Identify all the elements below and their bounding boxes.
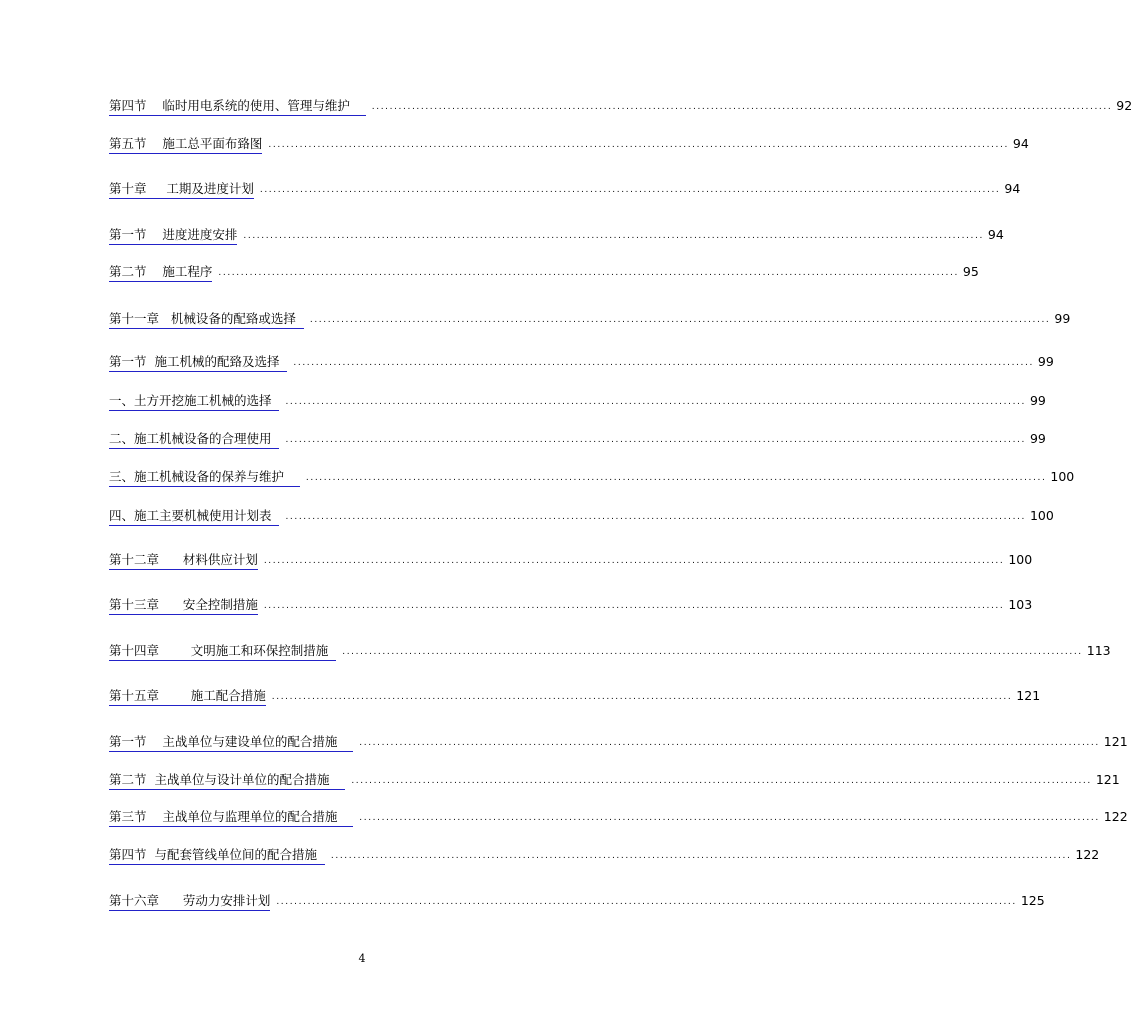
toc-entry-page: 113 [1086, 643, 1111, 658]
toc-entry[interactable] [109, 311, 1071, 329]
toc-entry-link[interactable] [109, 354, 287, 372]
toc-entry[interactable] [109, 597, 1033, 615]
toc-entry-link[interactable] [109, 227, 237, 245]
toc-leader-dots: ...................................................................................................................................................................... [276, 897, 1017, 907]
toc-entry-link[interactable] [109, 772, 345, 790]
toc-entry[interactable] [109, 181, 1021, 199]
toc-entry-link[interactable] [109, 552, 258, 570]
toc-entry-title: 二、施工机械设备的合理使用 [109, 431, 280, 446]
toc-entry-link[interactable] [109, 393, 279, 411]
toc-entry[interactable] [109, 643, 1111, 661]
toc-entry-page: 121 [1103, 734, 1128, 749]
toc-leader-dots: ...................................................................................................................................................................... [271, 692, 1013, 702]
toc-entry-title: 四、施工主要机械使用计划表 [109, 508, 280, 523]
toc-entry-title: 第二节 主战单位与设计单位的配合措施 [109, 772, 346, 787]
page-number: 4 [358, 952, 366, 965]
toc-entry-page: 94 [1004, 181, 1021, 196]
toc-entry-link[interactable] [109, 893, 270, 911]
toc-entry-page: 100 [1008, 552, 1033, 567]
toc-leader-dots: ...................................................................................................................................................................... [305, 473, 1047, 483]
toc-entry[interactable] [109, 809, 1128, 827]
toc-leader-dots: ...................................................................................................................................................................... [259, 185, 1001, 195]
toc-entry-title: 第四节 与配套管线单位间的配合措施 [109, 847, 325, 862]
toc-entry-page: 100 [1029, 508, 1054, 523]
toc-entry-page: 122 [1103, 809, 1128, 824]
toc-leader-dots: ...................................................................................................................................................................... [285, 397, 1026, 407]
toc-entry[interactable] [109, 393, 1046, 411]
toc-entry-link[interactable] [109, 809, 353, 827]
toc-leader-dots: ...................................................................................................................................................................... [330, 851, 1072, 861]
toc-entry[interactable] [109, 552, 1033, 570]
toc-entry-link[interactable] [109, 181, 254, 199]
toc-entry-page: 94 [1012, 136, 1029, 151]
toc-entry-page: 99 [1029, 431, 1046, 446]
toc-entry-link[interactable] [109, 264, 212, 282]
toc-leader-dots: ...................................................................................................................................................................... [342, 647, 1083, 657]
toc-entry-link[interactable] [109, 431, 279, 449]
toc-entry-title: 一、土方开挖施工机械的选择 [109, 393, 280, 408]
toc-entry-link[interactable] [109, 508, 279, 526]
toc-entry[interactable] [109, 227, 1004, 245]
toc-entry-link[interactable] [109, 688, 266, 706]
toc-entry[interactable] [109, 508, 1054, 526]
toc-leader-dots: ...................................................................................................................................................................... [218, 268, 959, 278]
toc-leader-dots: ...................................................................................................................................................................... [309, 315, 1051, 325]
toc-entry-title: 第十一章 机械设备的配臵或选择 [109, 311, 304, 326]
toc-entry-title: 第十四章 文明施工和环保控制措施 [109, 643, 337, 658]
toc-entry-link[interactable] [109, 847, 325, 865]
toc-entry[interactable] [109, 469, 1075, 487]
toc-entry-title: 第十二章 材料供应计划 [109, 552, 258, 567]
toc-entry-page: 99 [1037, 354, 1054, 369]
toc-entry-page: 95 [962, 264, 979, 279]
toc-entry[interactable] [109, 431, 1046, 449]
toc-entry[interactable] [109, 772, 1120, 790]
toc-entry-link[interactable] [109, 469, 300, 487]
toc-leader-dots: ...................................................................................................................................................................... [371, 102, 1113, 112]
toc-entry-title: 第一节 主战单位与建设单位的配合措施 [109, 734, 354, 749]
toc-entry[interactable] [109, 136, 1029, 154]
toc-entry-link[interactable] [109, 311, 304, 329]
toc-entry-title: 第四节 临时用电系统的使用、管理与维护 [109, 98, 366, 113]
toc-entry-page: 122 [1075, 847, 1100, 862]
toc-entry-title: 第十六章 劳动力安排计划 [109, 893, 271, 908]
toc-entry-title: 三、施工机械设备的保养与维护 [109, 469, 300, 484]
toc-entry-page: 92 [1116, 98, 1132, 113]
toc-entry[interactable] [109, 734, 1128, 752]
toc-leader-dots: ...................................................................................................................................................................... [263, 601, 1005, 611]
toc-entry-page: 99 [1029, 393, 1046, 408]
toc-entry-link[interactable] [109, 643, 336, 661]
toc-leader-dots: ...................................................................................................................................................................... [268, 140, 1009, 150]
toc-leader-dots: ...................................................................................................................................................................... [359, 738, 1100, 748]
toc-entry-title: 第一节 进度进度安排 [109, 227, 238, 242]
toc-entry[interactable] [109, 98, 1132, 116]
toc-entry[interactable] [109, 354, 1054, 372]
toc-leader-dots: ...................................................................................................................................................................... [285, 512, 1026, 522]
toc-entry[interactable] [109, 893, 1045, 911]
toc-entry-page: 100 [1050, 469, 1075, 484]
toc-entry-link[interactable] [109, 98, 366, 116]
toc-entry[interactable] [109, 847, 1100, 865]
toc-entry-link[interactable] [109, 136, 262, 154]
toc-leader-dots: ...................................................................................................................................................................... [285, 435, 1026, 445]
toc-entry-title: 第三节 主战单位与监理单位的配合措施 [109, 809, 354, 824]
toc-leader-dots: ...................................................................................................................................................................... [293, 358, 1034, 368]
toc-entry-title: 第二节 施工程序 [109, 264, 213, 279]
toc-entry-link[interactable] [109, 597, 258, 615]
toc-entry-title: 第一节 施工机械的配臵及选择 [109, 354, 288, 369]
toc-entry-page: 125 [1020, 893, 1045, 908]
toc-leader-dots: ...................................................................................................................................................................... [263, 556, 1005, 566]
toc-entry-link[interactable] [109, 734, 353, 752]
toc-entry-page: 103 [1008, 597, 1033, 612]
toc-entry[interactable] [109, 688, 1041, 706]
toc-entry-page: 99 [1054, 311, 1071, 326]
toc-leader-dots: ...................................................................................................................................................................... [359, 813, 1100, 823]
toc-entry[interactable] [109, 264, 979, 282]
toc-entry-title: 第五节 施工总平面布臵图 [109, 136, 263, 151]
toc-entry-page: 121 [1095, 772, 1120, 787]
toc-entry-page: 121 [1016, 688, 1041, 703]
toc-entry-page: 94 [987, 227, 1004, 242]
toc-leader-dots: ...................................................................................................................................................................... [243, 231, 984, 241]
toc-entry-title: 第十三章 安全控制措施 [109, 597, 258, 612]
toc-entry-title: 第十章 工期及进度计划 [109, 181, 254, 196]
toc-leader-dots: ...................................................................................................................................................................... [351, 776, 1092, 786]
toc-entry-title: 第十五章 施工配合措施 [109, 688, 266, 703]
